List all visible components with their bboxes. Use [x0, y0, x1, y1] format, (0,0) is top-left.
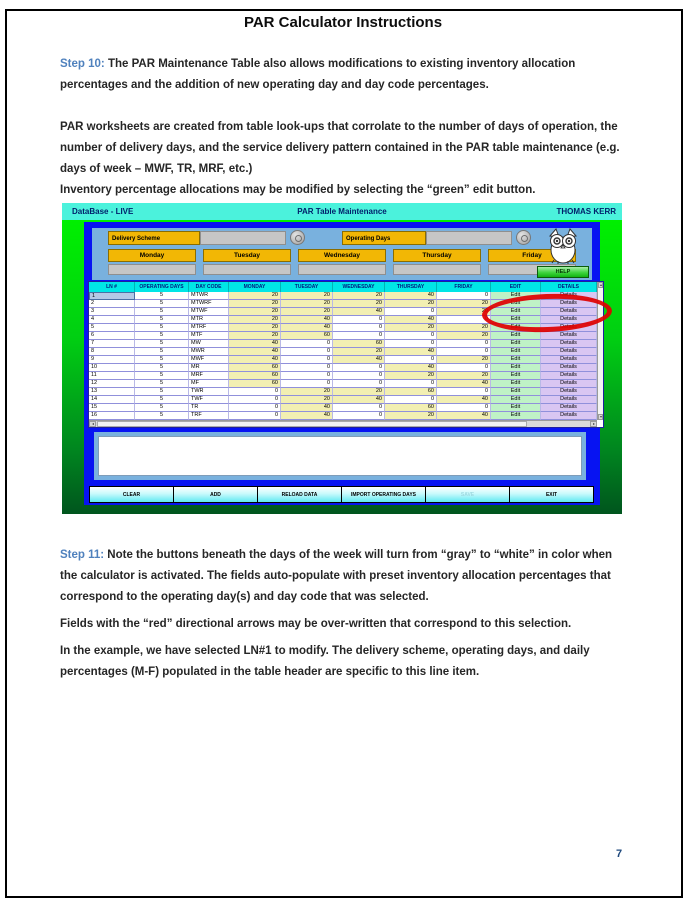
table-row	[89, 412, 603, 420]
day-button-wednesday[interactable]: Wednesday	[298, 249, 386, 262]
owl-icon	[542, 228, 584, 264]
cell-ln[interactable]: 8	[89, 348, 135, 356]
day-button-tuesday[interactable]: Tuesday	[203, 249, 291, 262]
cell-mon-percent: 60	[229, 364, 281, 372]
cell-operating-days: 5	[135, 340, 189, 348]
table-row	[89, 324, 603, 332]
cell-fri-percent: 40	[437, 412, 491, 420]
cell-ln[interactable]: 12	[89, 380, 135, 388]
cell-mon-percent: 60	[229, 372, 281, 380]
cell-thu-percent: 0	[385, 340, 437, 348]
cell-day-code: MF	[189, 380, 229, 388]
cell-day-code: MTF	[189, 332, 229, 340]
cell-day-code: MTWRF	[189, 300, 229, 308]
table-row	[89, 316, 603, 324]
message-panel	[94, 432, 586, 480]
details-button[interactable]: Details	[541, 356, 597, 364]
step11-paragraph-2: Fields with the “red” directional arrows may be over-written that correspond to this selection.	[60, 618, 572, 630]
cell-operating-days: 5	[135, 316, 189, 324]
cell-operating-days: 5	[135, 364, 189, 372]
column-header-tuesday: TUESDAY	[281, 282, 333, 292]
cell-wed-percent: 0	[333, 316, 385, 324]
cell-ln[interactable]: 2	[89, 300, 135, 308]
details-button[interactable]: Details	[541, 348, 597, 356]
cell-day-code: TRF	[189, 412, 229, 420]
user-name-label: THOMAS KERR	[556, 207, 616, 216]
operating-days-input[interactable]	[426, 231, 512, 245]
column-header-monday: MONDAY	[229, 282, 281, 292]
cell-fri-percent: 20	[437, 308, 491, 316]
cell-thu-percent: 0	[385, 380, 437, 388]
add-button[interactable]: ADD	[173, 486, 258, 503]
horizontal-scrollbar[interactable]	[89, 420, 597, 427]
cell-day-code: MW	[189, 340, 229, 348]
cell-wed-percent: 0	[333, 364, 385, 372]
edit-button[interactable]: Edit	[491, 308, 541, 316]
cell-wed-percent: 0	[333, 412, 385, 420]
cell-ln[interactable]: 4	[89, 316, 135, 324]
cell-tue-percent: 0	[281, 364, 333, 372]
cell-fri-percent: 20	[437, 372, 491, 380]
app-window-title: PAR Table Maintenance	[297, 207, 387, 216]
step11-section	[60, 545, 632, 683]
delivery-scheme-label: Delivery Scheme	[108, 231, 200, 245]
cell-ln[interactable]: 16	[89, 412, 135, 420]
reload-data-button[interactable]: RELOAD DATA	[257, 486, 342, 503]
cell-fri-percent: 0	[437, 348, 491, 356]
cell-fri-percent: 0	[437, 364, 491, 372]
message-box[interactable]	[98, 436, 582, 476]
day-of-week-buttons	[108, 249, 576, 275]
cell-tue-percent: 20	[281, 308, 333, 316]
cell-wed-percent: 40	[333, 308, 385, 316]
main-panel	[84, 222, 600, 505]
step11-text-1: Note the buttons beneath the days of the week will turn from “gray” to “white” in color when the calculator is activated. The fields auto-populate with preset inventory allocation percentages that correspond to the operating day(s) and day code that was selected.	[60, 549, 613, 603]
details-button[interactable]: Details	[541, 372, 597, 380]
app-background	[62, 220, 622, 514]
footer-button-bar	[90, 486, 594, 503]
table-row	[89, 340, 603, 348]
details-button[interactable]: Details	[541, 292, 597, 300]
day-value-monday[interactable]	[108, 264, 196, 275]
day-value-thursday[interactable]	[393, 264, 481, 275]
scroll-right-icon[interactable]	[590, 421, 597, 427]
cell-fri-percent: 20	[437, 356, 491, 364]
help-button[interactable]: HELP	[537, 266, 589, 278]
edit-button[interactable]: Edit	[491, 356, 541, 364]
cell-fri-percent: 40	[437, 396, 491, 404]
cell-mon-percent: 20	[229, 300, 281, 308]
cell-ln[interactable]: 11	[89, 372, 135, 380]
table-row	[89, 396, 603, 404]
cell-day-code: MTR	[189, 316, 229, 324]
cell-fri-percent: 20	[437, 300, 491, 308]
table-row	[89, 332, 603, 340]
column-header-thursday: THURSDAY	[385, 282, 437, 292]
edit-button[interactable]: Edit	[491, 292, 541, 300]
details-button[interactable]: Details	[541, 364, 597, 372]
step10-paragraph-1	[60, 54, 632, 96]
cell-wed-percent: 0	[333, 372, 385, 380]
cell-day-code: MWR	[189, 348, 229, 356]
cell-tue-percent: 20	[281, 388, 333, 396]
scroll-down-icon[interactable]	[598, 414, 603, 420]
cell-ln[interactable]: 7	[89, 340, 135, 348]
details-button[interactable]: Details	[541, 340, 597, 348]
cell-ln[interactable]: 13	[89, 388, 135, 396]
cell-mon-percent: 0	[229, 412, 281, 420]
edit-button[interactable]: Edit	[491, 404, 541, 412]
step10-section	[60, 54, 632, 201]
cell-wed-percent: 0	[333, 324, 385, 332]
cell-tue-percent: 0	[281, 348, 333, 356]
page-title: PAR Calculator Instructions	[243, 14, 443, 31]
cell-mon-percent: 20	[229, 332, 281, 340]
cell-ln[interactable]: 3	[89, 308, 135, 316]
details-button[interactable]: Details	[541, 332, 597, 340]
cell-thu-percent: 20	[385, 324, 437, 332]
cell-fri-percent: 0	[437, 316, 491, 324]
cell-wed-percent: 20	[333, 388, 385, 396]
scrollbar-thumb[interactable]	[97, 421, 527, 427]
cell-mon-percent: 0	[229, 396, 281, 404]
edit-button[interactable]: Edit	[491, 396, 541, 404]
cell-day-code: MWF	[189, 356, 229, 364]
cell-day-code: MRF	[189, 372, 229, 380]
cell-tue-percent: 0	[281, 380, 333, 388]
day-button-friday[interactable]: Friday	[488, 249, 576, 262]
cell-thu-percent: 40	[385, 348, 437, 356]
details-button[interactable]: Details	[541, 380, 597, 388]
cell-wed-percent: 0	[333, 332, 385, 340]
step10-text-1: The PAR Maintenance Table also allows modifications to existing inventory allocation percentages and the addition of new operating day and day code percentages.	[60, 58, 576, 91]
cell-operating-days: 5	[135, 356, 189, 364]
cell-fri-percent: 40	[437, 380, 491, 388]
cell-operating-days: 5	[135, 300, 189, 308]
column-header-details: DETAILS	[541, 282, 597, 292]
cell-ln[interactable]: 9	[89, 356, 135, 364]
cell-wed-percent: 20	[333, 348, 385, 356]
edit-button[interactable]: Edit	[491, 380, 541, 388]
clear-button[interactable]: CLEAR	[89, 486, 174, 503]
edit-button[interactable]: Edit	[491, 324, 541, 332]
step10-paragraph-2: PAR worksheets are created from table look-ups that corrolate to the number of days of operation, the number of delivery days, and the service delivery pattern contained in the PAR table maintenance (e.g. days of week – MWF, TR, MRF, etc.)	[60, 121, 620, 175]
cell-mon-percent: 0	[229, 404, 281, 412]
cell-thu-percent: 60	[385, 388, 437, 396]
vertical-scrollbar[interactable]	[597, 282, 603, 420]
details-button[interactable]: Details	[541, 396, 597, 404]
cell-tue-percent: 20	[281, 292, 333, 300]
cell-thu-percent: 40	[385, 316, 437, 324]
header-panel	[92, 228, 592, 280]
cell-fri-percent: 0	[437, 340, 491, 348]
column-header-operating-days: OPERATING DAYS	[135, 282, 189, 292]
step10-label: Step 10:	[60, 58, 105, 70]
database-mode-label: DataBase - LIVE	[72, 207, 134, 216]
cell-tue-percent: 20	[281, 300, 333, 308]
cell-wed-percent: 20	[333, 292, 385, 300]
import-operating-days-button[interactable]: IMPORT OPERATING DAYS	[341, 486, 426, 503]
cell-fri-percent: 20	[437, 332, 491, 340]
cell-mon-percent: 40	[229, 356, 281, 364]
cell-mon-percent: 20	[229, 292, 281, 300]
cell-mon-percent: 0	[229, 388, 281, 396]
edit-button[interactable]: Edit	[491, 300, 541, 308]
cell-fri-percent: 0	[437, 292, 491, 300]
save-button: SAVE	[425, 486, 510, 503]
cell-thu-percent: 0	[385, 356, 437, 364]
cell-tue-percent: 0	[281, 356, 333, 364]
table-row	[89, 308, 603, 316]
cell-thu-percent: 20	[385, 372, 437, 380]
cell-thu-percent: 60	[385, 404, 437, 412]
edit-button[interactable]: Edit	[491, 412, 541, 420]
cell-fri-percent: 0	[437, 388, 491, 396]
cell-wed-percent: 60	[333, 340, 385, 348]
cell-tue-percent: 0	[281, 372, 333, 380]
par-table-maintenance-screenshot	[62, 203, 622, 514]
cell-operating-days: 5	[135, 380, 189, 388]
cell-operating-days: 5	[135, 372, 189, 380]
cell-tue-percent: 40	[281, 324, 333, 332]
details-button[interactable]: Details	[541, 388, 597, 396]
table-row	[89, 292, 603, 300]
cell-tue-percent: 60	[281, 332, 333, 340]
cell-operating-days: 5	[135, 412, 189, 420]
cell-operating-days: 5	[135, 292, 189, 300]
cell-thu-percent: 40	[385, 292, 437, 300]
table-row	[89, 356, 603, 364]
cell-wed-percent: 40	[333, 396, 385, 404]
cell-thu-percent: 20	[385, 412, 437, 420]
operating-days-label: Operating Days	[342, 231, 426, 245]
scroll-left-icon[interactable]	[89, 421, 96, 427]
cell-thu-percent: 40	[385, 364, 437, 372]
details-button[interactable]: Details	[541, 404, 597, 412]
cell-mon-percent: 20	[229, 324, 281, 332]
edit-button[interactable]: Edit	[491, 332, 541, 340]
details-button[interactable]: Details	[541, 300, 597, 308]
cell-mon-percent: 40	[229, 340, 281, 348]
exit-button[interactable]: EXIT	[509, 486, 594, 503]
table-row	[89, 388, 603, 396]
day-column-wednesday	[298, 249, 386, 275]
step11-label: Step 11:	[60, 549, 105, 561]
page-number: 7	[616, 848, 623, 860]
cell-thu-percent: 0	[385, 332, 437, 340]
cell-wed-percent: 20	[333, 300, 385, 308]
cell-operating-days: 5	[135, 308, 189, 316]
delivery-scheme-input[interactable]	[200, 231, 286, 245]
cell-wed-percent: 40	[333, 356, 385, 364]
day-button-monday[interactable]: Monday	[108, 249, 196, 262]
table-row	[89, 372, 603, 380]
table-body	[89, 292, 603, 420]
cell-tue-percent: 0	[281, 340, 333, 348]
cell-wed-percent: 0	[333, 380, 385, 388]
cell-thu-percent: 0	[385, 308, 437, 316]
column-header-friday: FRIDAY	[437, 282, 491, 292]
cell-operating-days: 5	[135, 396, 189, 404]
edit-button[interactable]: Edit	[491, 348, 541, 356]
cell-mon-percent: 20	[229, 308, 281, 316]
day-value-tuesday[interactable]	[203, 264, 291, 275]
scroll-up-icon[interactable]	[598, 282, 603, 288]
cell-mon-percent: 20	[229, 316, 281, 324]
day-value-wednesday[interactable]	[298, 264, 386, 275]
cell-ln[interactable]: 6	[89, 332, 135, 340]
cell-day-code: MTRF	[189, 324, 229, 332]
cell-day-code: TR	[189, 404, 229, 412]
cell-wed-percent: 0	[333, 404, 385, 412]
cell-fri-percent: 20	[437, 324, 491, 332]
table-row	[89, 364, 603, 372]
column-header-wednesday: WEDNESDAY	[333, 282, 385, 292]
cell-operating-days: 5	[135, 348, 189, 356]
cell-tue-percent: 40	[281, 316, 333, 324]
edit-button[interactable]: Edit	[491, 364, 541, 372]
cell-day-code: TWF	[189, 396, 229, 404]
cell-operating-days: 5	[135, 388, 189, 396]
cell-ln[interactable]: 14	[89, 396, 135, 404]
table-header-row	[89, 282, 603, 292]
details-button[interactable]: Details	[541, 316, 597, 324]
column-header-edit: EDIT	[491, 282, 541, 292]
par-table	[88, 281, 604, 428]
cell-mon-percent: 40	[229, 348, 281, 356]
day-column-thursday	[393, 249, 481, 275]
day-column-monday	[108, 249, 196, 275]
cell-tue-percent: 40	[281, 404, 333, 412]
cell-thu-percent: 20	[385, 300, 437, 308]
edit-button[interactable]: Edit	[491, 316, 541, 324]
details-button[interactable]: Details	[541, 308, 597, 316]
operating-days-search-icon[interactable]	[516, 230, 531, 245]
cell-ln[interactable]: 5	[89, 324, 135, 332]
cell-day-code: MR	[189, 364, 229, 372]
cell-ln[interactable]: 1	[89, 292, 135, 300]
details-button[interactable]: Details	[541, 324, 597, 332]
cell-operating-days: 5	[135, 332, 189, 340]
cell-ln[interactable]: 15	[89, 404, 135, 412]
table-row	[89, 300, 603, 308]
edit-button[interactable]: Edit	[491, 340, 541, 348]
table-row	[89, 404, 603, 412]
cell-mon-percent: 60	[229, 380, 281, 388]
column-header-day-code: DAY CODE	[189, 282, 229, 292]
day-button-thursday[interactable]: Thursday	[393, 249, 481, 262]
edit-button[interactable]: Edit	[491, 372, 541, 380]
table-row	[89, 380, 603, 388]
table-row	[89, 348, 603, 356]
cell-ln[interactable]: 10	[89, 364, 135, 372]
day-column-tuesday	[203, 249, 291, 275]
cell-day-code: MTWR	[189, 292, 229, 300]
cell-operating-days: 5	[135, 324, 189, 332]
cell-tue-percent: 20	[281, 396, 333, 404]
cell-day-code: MTWF	[189, 308, 229, 316]
cell-fri-percent: 0	[437, 404, 491, 412]
cell-day-code: TWR	[189, 388, 229, 396]
cell-tue-percent: 40	[281, 412, 333, 420]
step11-paragraph-3: In the example, we have selected LN#1 to modify. The delivery scheme, operating days, and daily percentages (M-F) populated in the table header are specific to this line item.	[60, 645, 590, 678]
step10-paragraph-3: Inventory percentage allocations may be modified by selecting the “green” edit button.	[60, 184, 536, 196]
step11-paragraph-1	[60, 545, 632, 608]
column-header-ln-: LN #	[89, 282, 135, 292]
cell-operating-days: 5	[135, 404, 189, 412]
edit-button[interactable]: Edit	[491, 388, 541, 396]
delivery-scheme-search-icon[interactable]	[290, 230, 305, 245]
details-button[interactable]: Details	[541, 412, 597, 420]
cell-thu-percent: 0	[385, 396, 437, 404]
app-titlebar	[62, 203, 622, 220]
